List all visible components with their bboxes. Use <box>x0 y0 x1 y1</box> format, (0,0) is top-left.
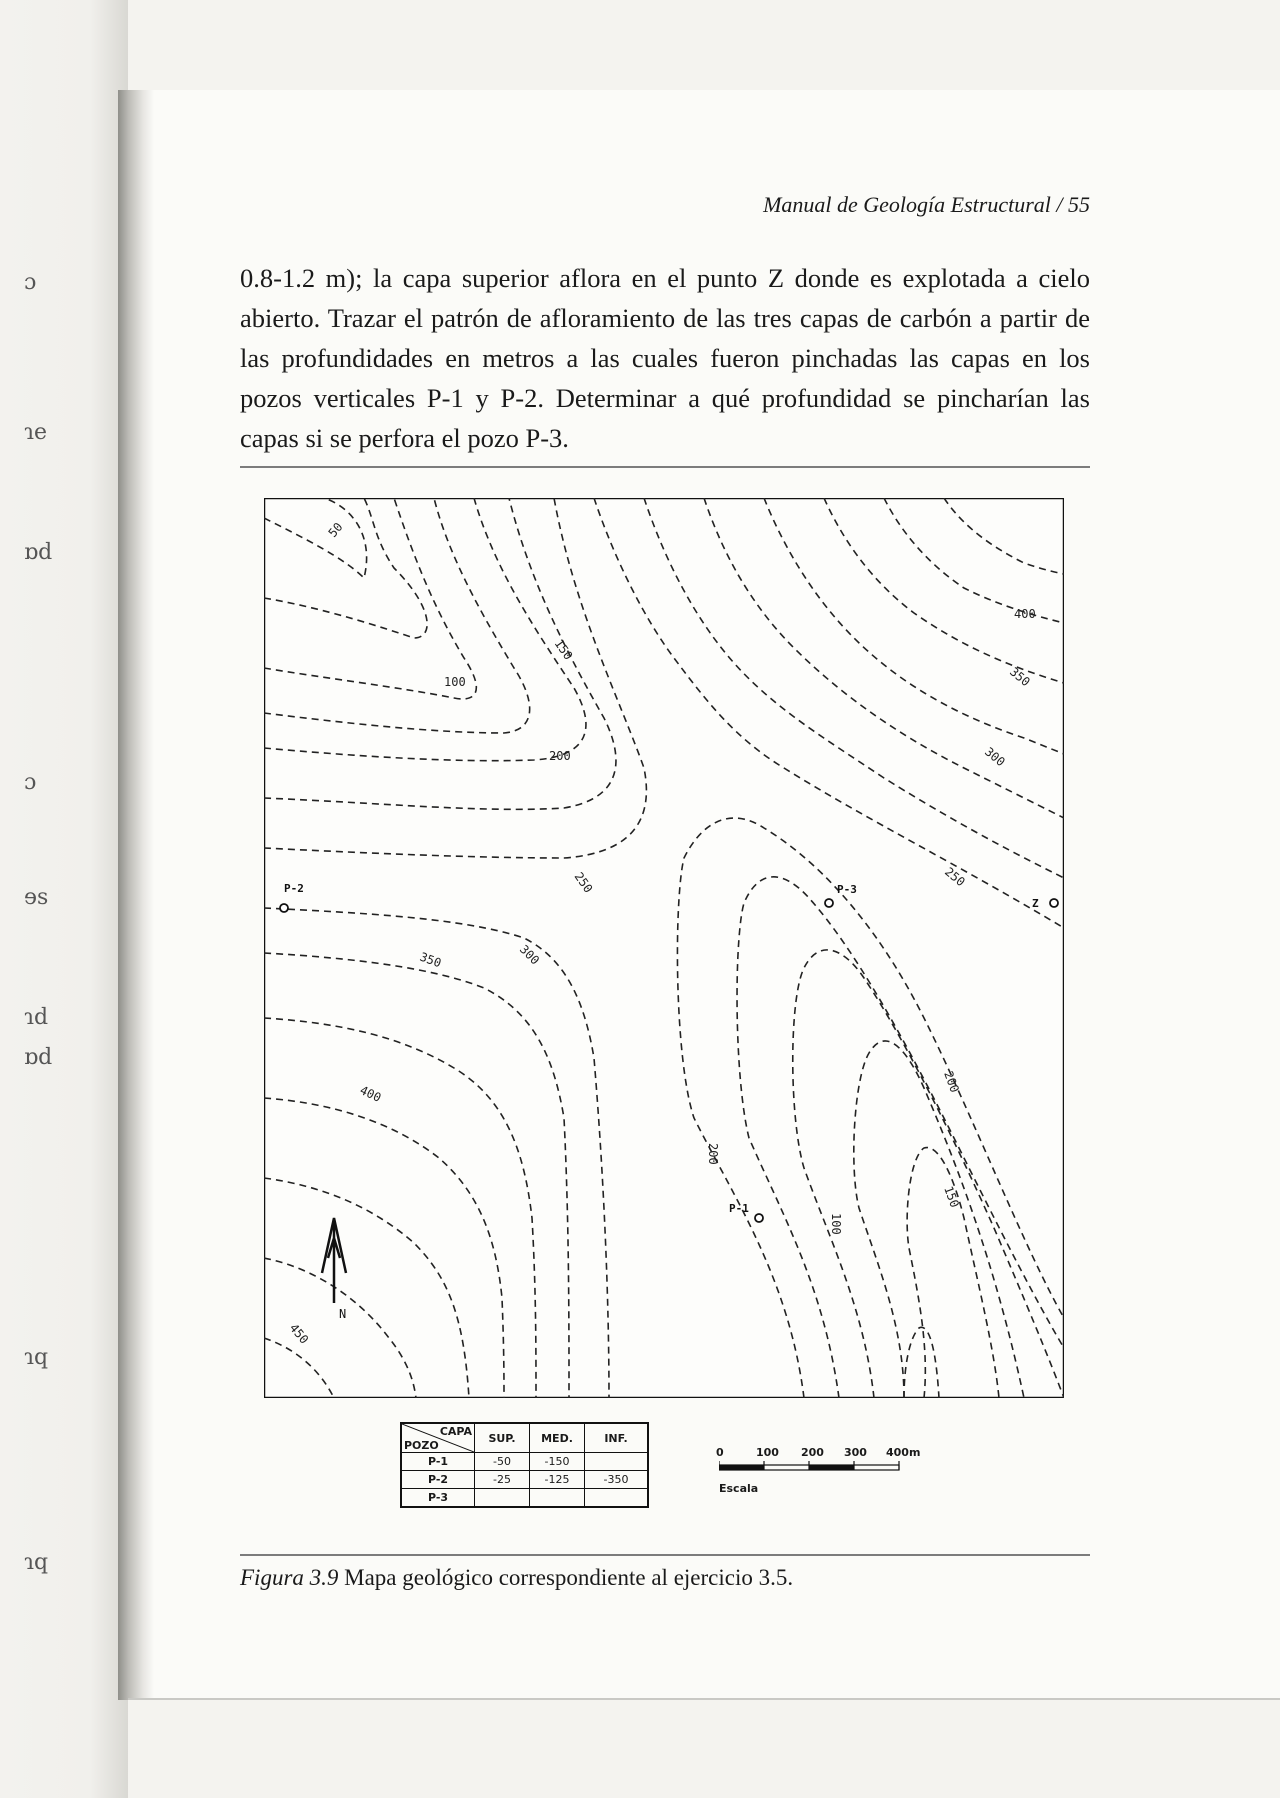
contour-label: 350 <box>417 949 444 971</box>
well-marker <box>825 899 833 907</box>
caption-text: Mapa geológico correspondiente al ejercicio 3.5. <box>344 1565 794 1590</box>
table-row-pozo: P-1 <box>401 1453 475 1471</box>
table-cell <box>585 1489 649 1507</box>
contour-label: 100 <box>829 1213 843 1235</box>
well-label: Z <box>1032 897 1039 910</box>
figure-caption <box>240 1565 1090 1591</box>
contour-label: 300 <box>982 744 1008 770</box>
well-label: P-1 <box>729 1202 749 1215</box>
table-header-med: MED. <box>530 1423 585 1453</box>
contour-label: 250 <box>571 869 596 896</box>
contour-label: 150 <box>551 636 576 663</box>
scale-tick-label: 200 <box>801 1446 824 1459</box>
scale-tick-label: 0 <box>716 1446 724 1459</box>
table-cell <box>585 1453 649 1471</box>
top-figure-rule <box>240 466 1090 468</box>
margin-fragment: ɿq <box>24 1550 49 1575</box>
running-header: Manual de Geología Estructural / 55 <box>763 192 1090 217</box>
margin-fragment: ɒd <box>24 540 53 565</box>
body-paragraph: 0.8-1.2 m); la capa superior aflora en el punto Z donde es explotada a cielo abierto. Trazar el patrón de afloramiento de las tres capas de carbón a partir de las profundidades en metros a las cuales fueron pinchadas las capas en los pozos verticales P-1 y P-2. Determinar a qué profundidad se pincharían las capas si se perfora el pozo P-3. <box>240 263 1090 453</box>
geologic-map-figure <box>264 498 1064 1398</box>
figure-label: Figura 3.9 <box>240 1565 339 1590</box>
table-cell: -25 <box>475 1471 530 1489</box>
table-cell <box>530 1489 585 1507</box>
contour-label: 150 <box>941 1184 962 1210</box>
scale-bar-graphic <box>719 1461 909 1475</box>
margin-fragment: ɿd <box>24 1005 49 1030</box>
well-marker <box>280 904 288 912</box>
page-gutter <box>0 0 128 1798</box>
contour-label: 400 <box>357 1083 384 1105</box>
contour-label: 200 <box>706 1143 720 1165</box>
north-label: N <box>339 1307 347 1321</box>
well-marker <box>1050 899 1058 907</box>
contour-label: 350 <box>1007 664 1033 690</box>
table-header-inf: INF. <box>585 1423 649 1453</box>
table-row-pozo: P-2 <box>401 1471 475 1489</box>
table-cell: -50 <box>475 1453 530 1471</box>
binding-shadow <box>118 90 154 1700</box>
table-row-pozo: P-3 <box>401 1489 475 1507</box>
table-cell: -350 <box>585 1471 649 1489</box>
margin-fragment: ɿe <box>24 420 47 445</box>
table-header-sup: SUP. <box>475 1423 530 1453</box>
contour-label: 450 <box>286 1320 312 1347</box>
margin-fragment: ɔ <box>24 270 37 295</box>
scale-label: Escala <box>719 1482 759 1495</box>
table-corner-pozo: POZO <box>404 1439 439 1452</box>
page-bottom-edge <box>128 1698 1280 1700</box>
well-marker <box>755 1214 763 1222</box>
contour-label: 200 <box>941 1069 962 1095</box>
margin-fragment: ɔ <box>24 770 37 795</box>
scale-tick-label: 400m <box>886 1446 921 1459</box>
well-table <box>400 1422 649 1508</box>
scale-tick-label: 300 <box>844 1446 867 1459</box>
table-cell: -125 <box>530 1471 585 1489</box>
contour-label: 200 <box>549 749 571 763</box>
scale-bar <box>716 1446 936 1506</box>
table-cell <box>475 1489 530 1507</box>
margin-fragment: ɒd <box>24 1045 53 1070</box>
contour-label: 250 <box>942 864 968 890</box>
bottom-figure-rule <box>240 1554 1090 1556</box>
table-corner-cell <box>401 1423 475 1453</box>
well-label: P-3 <box>837 883 857 896</box>
contour-label: 50 <box>325 519 346 540</box>
scale-tick-label: 100 <box>756 1446 779 1459</box>
contour-label: 300 <box>516 942 543 968</box>
well-label: P-2 <box>284 882 304 895</box>
contour-map <box>264 498 1064 1398</box>
contour-label: 400 <box>1014 607 1036 621</box>
margin-fragment: ɿq <box>24 1345 49 1370</box>
margin-fragment: ɘs <box>24 885 49 910</box>
contour-label: 100 <box>444 675 466 689</box>
table-cell: -150 <box>530 1453 585 1471</box>
table-corner-capa: CAPA <box>439 1425 472 1438</box>
